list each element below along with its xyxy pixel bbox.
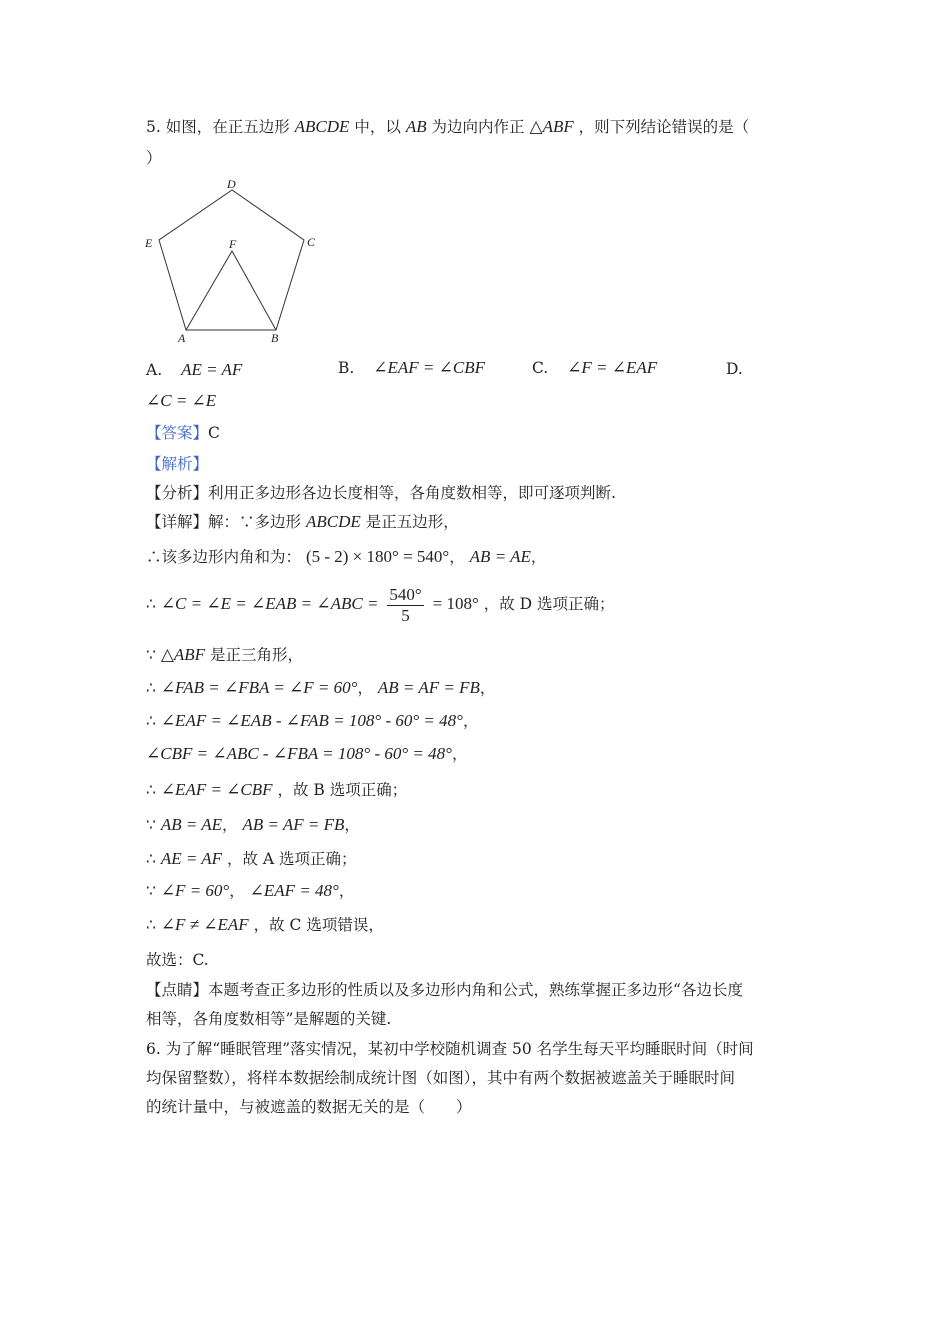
- solution-math: AB = AE: [469, 547, 531, 566]
- q5-stem-line-2: ）: [146, 149, 162, 167]
- q5-stem-text: 中，以: [354, 118, 401, 136]
- option-d[interactable]: [726, 360, 743, 378]
- solution-math: AE = AF: [160, 849, 223, 868]
- option-c[interactable]: [532, 358, 657, 378]
- fenxi-text: 利用正多边形各边长度相等，各角度数相等，即可逐项判断.: [208, 484, 616, 502]
- xiangjie-line-12: [146, 914, 384, 936]
- dianjing-tag: 【点睛】: [146, 981, 209, 999]
- q5-pentagon-name: ABCDE: [294, 117, 350, 136]
- fraction: [387, 585, 423, 626]
- answer-tag: 【答案】: [146, 424, 209, 442]
- solution-math: △ABF: [160, 645, 206, 664]
- solution-math: ∠F = 60°: [160, 881, 230, 900]
- fraction-numerator: 540°: [389, 584, 422, 604]
- solution-text: ，: [479, 679, 496, 697]
- xiangjie-line-10: [146, 848, 357, 870]
- solution-text: ∴该多边形内角和为：: [146, 548, 302, 566]
- option-b-text: ∠EAF = ∠CBF: [373, 358, 485, 377]
- because-symbol: ∵: [146, 646, 156, 664]
- q6-stem-line-2: 均保留整数），将样本数据绘制成统计图（如图），其中有两个数据被遮盖关于睡眠时间: [146, 1069, 736, 1087]
- because-symbol: ∵: [146, 816, 156, 834]
- therefore-symbol: ∴: [146, 595, 156, 613]
- solution-text: ，: [222, 816, 238, 834]
- option-a-text: AE = AF: [181, 360, 243, 379]
- xiangjie-tag: 【详解】: [146, 513, 209, 531]
- solution-math: = 108°: [432, 594, 479, 613]
- fenxi-tag: 【分析】: [146, 484, 209, 502]
- xiangjie-line-9: [146, 814, 360, 836]
- solution-math: (5 - 2) × 180° = 540°: [305, 547, 450, 566]
- dianjing-line-1: [146, 979, 743, 1001]
- therefore-symbol: ∴: [146, 781, 156, 799]
- vertex-label-a: A: [178, 331, 186, 345]
- option-b-label: B.: [338, 359, 355, 377]
- solution-math: AB = AE: [160, 815, 223, 834]
- q5-stem-text: ，则下列结论错误的是（: [578, 118, 750, 136]
- guxuan-line: 故选：C.: [146, 951, 209, 969]
- option-a[interactable]: [146, 360, 242, 380]
- solution-math: AB = AF = FB: [377, 678, 480, 697]
- solution-text: ，故 D 选项正确；: [483, 595, 615, 613]
- fenxi-line: [146, 482, 616, 504]
- xiangjie-line-6: [146, 710, 478, 732]
- answer-line: [146, 422, 220, 444]
- solution-text: 解：∵多边形: [208, 513, 302, 531]
- xiangjie-line-4: [146, 644, 303, 666]
- vertex-label-e: E: [145, 236, 153, 250]
- option-d-text: [146, 390, 216, 412]
- solution-text: ，: [462, 712, 479, 730]
- vertex-label-b: B: [271, 331, 279, 345]
- because-symbol: ∵: [146, 882, 156, 900]
- solution-text: 是正三角形，: [209, 646, 303, 664]
- solution-math: ∠CBF = ∠ABC - ∠FBA = 108° - 60° = 48°: [146, 744, 452, 763]
- therefore-symbol: ∴: [146, 916, 156, 934]
- option-a-label: A.: [146, 361, 163, 379]
- pentagon-figure: [140, 176, 320, 348]
- dianjing-text: 本题考查正多边形的性质以及多边形内角和公式，熟练掌握正多边形“各边长度: [208, 981, 743, 999]
- solution-text: ，故 A 选项正确；: [226, 850, 357, 868]
- q5-stem-text: 为边向内作正: [431, 118, 525, 136]
- answer-value: C: [208, 424, 220, 442]
- solution-math: ∠EAF = 48°: [249, 881, 339, 900]
- xiangjie-line-1: [146, 511, 459, 533]
- solution-text: 是正五边形，: [365, 513, 459, 531]
- dianjing-line-2: 相等，各角度数相等”是解题的关键.: [146, 1010, 392, 1028]
- solution-text: ，: [338, 882, 355, 900]
- q5-stem-text: 5. 如图，在正五边形: [146, 118, 290, 136]
- xiangjie-line-7: [146, 743, 467, 765]
- therefore-symbol: ∴: [146, 850, 156, 868]
- solution-text: ，: [344, 816, 360, 834]
- q5-segment-ab: AB: [405, 117, 427, 136]
- q6-stem-line-3: 的统计量中，与被遮盖的数据无关的是（ ）: [146, 1098, 472, 1116]
- solution-math: AB = AF = FB: [242, 815, 345, 834]
- option-c-label: C.: [532, 359, 549, 377]
- solution-math: ∠F ≠ ∠EAF: [160, 915, 249, 934]
- solution-math: ∠EAF = ∠EAB - ∠FAB = 108° - 60° = 48°: [160, 711, 463, 730]
- fraction-denominator: 5: [401, 605, 410, 625]
- option-d-text-value: ∠C = ∠E: [146, 391, 217, 410]
- equilateral-triangle-shape: [186, 251, 276, 330]
- analysis-tag: 【解析】: [146, 455, 209, 473]
- solution-text: ，: [357, 679, 373, 697]
- solution-math: ∠C = ∠E = ∠EAB = ∠ABC =: [160, 594, 379, 613]
- vertex-label-d: D: [227, 177, 236, 191]
- solution-text: ，故 B 选项正确；: [277, 781, 408, 799]
- solution-text: ，: [530, 548, 547, 566]
- solution-text: ，故 C 选项错误，: [253, 916, 384, 934]
- solution-text: ，: [449, 548, 465, 566]
- therefore-symbol: ∴: [146, 679, 156, 697]
- q6-stem-line-1: 6. 为了解“睡眠管理”落实情况，某初中学校随机调查 50 名学生每天平均睡眠时间（时间: [146, 1040, 754, 1058]
- vertex-label-f: F: [229, 237, 237, 251]
- option-b[interactable]: [338, 358, 485, 378]
- solution-math: ∠FAB = ∠FBA = ∠F = 60°: [160, 678, 358, 697]
- solution-text: ，: [229, 882, 245, 900]
- q5-triangle-name: △ABF: [529, 117, 574, 136]
- xiangjie-line-3: [146, 582, 614, 626]
- option-c-text: ∠F = ∠EAF: [567, 358, 658, 377]
- solution-text: ，: [451, 745, 468, 763]
- xiangjie-line-5: [146, 677, 495, 699]
- therefore-symbol: ∴: [146, 712, 156, 730]
- pentagon-shape: [159, 190, 304, 330]
- vertex-label-c: C: [307, 235, 316, 249]
- xiangjie-line-8: [146, 779, 407, 801]
- option-d-label: D.: [726, 360, 743, 378]
- xiangjie-line-2: [146, 546, 546, 568]
- solution-math: ∠EAF = ∠CBF: [160, 780, 273, 799]
- xiangjie-line-11: [146, 880, 354, 902]
- q5-stem-line-1: [146, 116, 749, 138]
- analysis-heading: [146, 453, 208, 475]
- solution-math: ABCDE: [305, 512, 361, 531]
